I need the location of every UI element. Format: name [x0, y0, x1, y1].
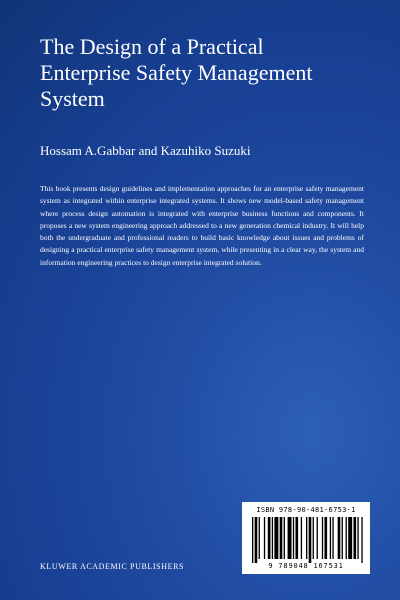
isbn-barcode-block: [242, 502, 370, 574]
barcode-bar: [293, 517, 294, 559]
barcode-bar: [322, 517, 323, 559]
barcode-bar: [272, 517, 273, 559]
barcode-bar: [295, 517, 298, 559]
barcode-bar: [324, 517, 327, 559]
barcode-bar: [252, 517, 253, 563]
barcode-bar: [342, 517, 343, 559]
isbn-label: ISBN 978-90-481-6753-1: [256, 506, 356, 514]
barcode-bar: [357, 517, 358, 559]
barcode-bar: [255, 517, 258, 563]
barcode-bar: [353, 517, 356, 559]
barcode-bar: [338, 517, 341, 559]
barcode-bar: [313, 517, 314, 559]
barcode-bar: [274, 517, 278, 559]
book-authors: Hossam A.Gabbar and Kazuhiko Suzuki: [40, 143, 251, 158]
barcode-bar: [361, 517, 362, 563]
barcode-bar: [264, 517, 265, 559]
barcode-bar: [306, 517, 307, 559]
barcode-bar: [268, 517, 271, 559]
barcode-bar: [284, 517, 285, 559]
publisher-name: KLUWER ACADEMIC PUBLISHERS: [40, 562, 185, 571]
barcode-bar: [288, 517, 292, 559]
book-title-line-1: The Design of a Practical: [40, 34, 264, 59]
barcode-image: [252, 517, 364, 563]
book-title: [40, 34, 380, 112]
book-description: This book presents design guidelines and implementation approaches for an enterprise safety management system as integrated within enterprise integrated systems. It shows new model-based safety management where process design automation is integrated with enterprise business functions and components. It proposes a new system engineering approach addressed to a new generation chemical industry. It will help both the undergraduate and professional readers to build basic knowledge about issues and problems of designing a practical enterprise safety management system, while presenting in a clear way, the system and information engineering practices to design enterprise integrated solution.: [40, 184, 364, 267]
barcode-bar: [280, 517, 283, 559]
barcode-bar: [317, 517, 318, 559]
barcode-number: 9 789048 167531: [268, 562, 344, 570]
book-title-line-3: System: [40, 86, 105, 111]
barcode-bar: [330, 517, 331, 559]
barcode-bar: [332, 517, 333, 559]
barcode-bar: [348, 517, 352, 559]
barcode-bar: [259, 517, 260, 559]
barcode-bar: [301, 517, 302, 559]
barcode-bar: [346, 517, 347, 559]
barcode-bar: [309, 517, 312, 563]
book-title-line-2: Enterprise Safety Management: [40, 60, 313, 85]
